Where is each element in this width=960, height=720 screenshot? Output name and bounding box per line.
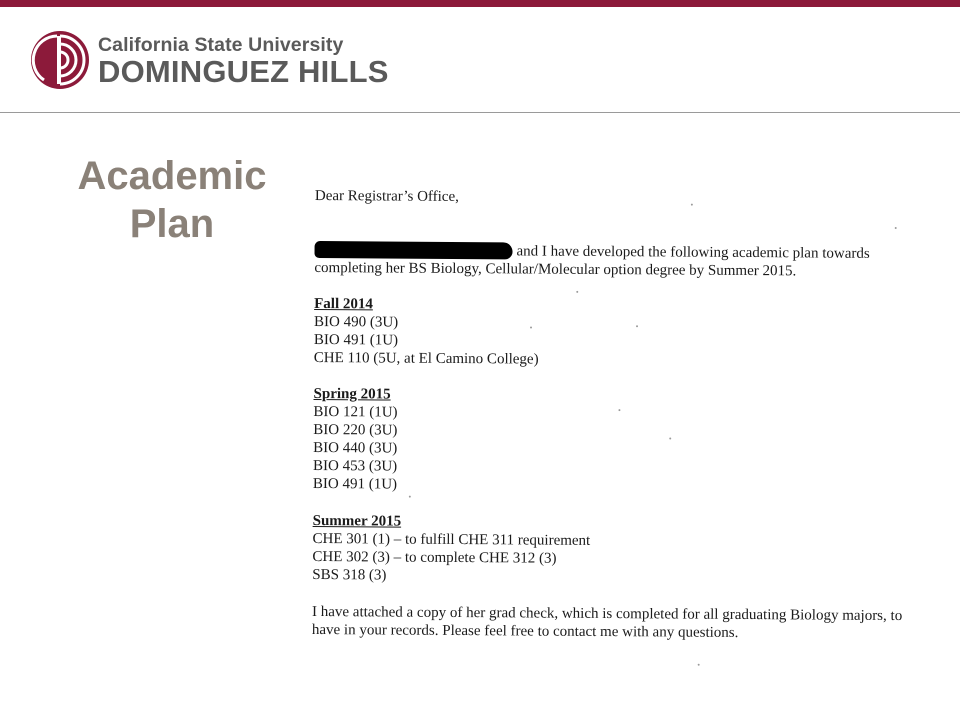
university-name-line1: California State University: [98, 34, 344, 56]
slide-title-line1: Academic: [77, 154, 267, 198]
scan-speck: [691, 204, 693, 206]
letter-intro-line1: and I have developed the following academic plan towards: [516, 243, 870, 262]
redaction-mark: [314, 241, 512, 259]
slide-title: [60, 152, 284, 248]
term-heading: Summer 2015: [312, 512, 402, 530]
scanned-letter: [312, 185, 915, 669]
course-line: BIO 220 (3U): [313, 421, 398, 439]
csudh-emblem-icon: [30, 30, 90, 90]
university-name-line2: DOMINGUEZ HILLS: [98, 54, 389, 89]
header-divider: [0, 112, 960, 113]
scan-speck: [576, 291, 578, 293]
course-line: BIO 491 (1U): [313, 331, 399, 349]
term-heading: Spring 2015: [313, 385, 391, 403]
course-line: SBS 318 (3): [312, 566, 387, 584]
course-line: BIO 121 (1U): [313, 403, 398, 421]
slide-title-line2: Plan: [129, 202, 215, 246]
letter-intro-line2: completing her BS Biology, Cellular/Molecular option degree by Summer 2015.: [314, 259, 797, 280]
term-heading: Fall 2014: [314, 295, 373, 313]
scan-speck: [698, 664, 700, 666]
course-line: BIO 491 (1U): [312, 475, 398, 493]
course-line: CHE 302 (3) – to complete CHE 312 (3): [312, 548, 557, 567]
letter-closing-line1: I have attached a copy of her grad check, which is completed for all graduating Biology majors, to: [311, 603, 903, 625]
letter-closing-line2: have in your records. Please feel free to contact me with any questions.: [311, 621, 739, 641]
scan-speck: [530, 327, 532, 329]
course-line: CHE 301 (1) – to fulfill CHE 311 requirement: [312, 530, 591, 549]
course-line: BIO 440 (3U): [313, 439, 398, 457]
top-accent-bar: [0, 0, 960, 7]
university-logo: [30, 30, 389, 94]
course-line: BIO 490 (3U): [313, 313, 399, 331]
scan-speck: [618, 409, 620, 411]
course-line: CHE 110 (5U, at El Camino College): [313, 349, 539, 368]
course-line: BIO 453 (3U): [312, 457, 398, 475]
letter-greeting: Dear Registrar’s Office,: [314, 187, 459, 206]
scan-speck: [409, 496, 411, 498]
scan-speck: [636, 325, 638, 327]
scan-speck: [669, 437, 671, 439]
scan-speck: [895, 227, 897, 229]
